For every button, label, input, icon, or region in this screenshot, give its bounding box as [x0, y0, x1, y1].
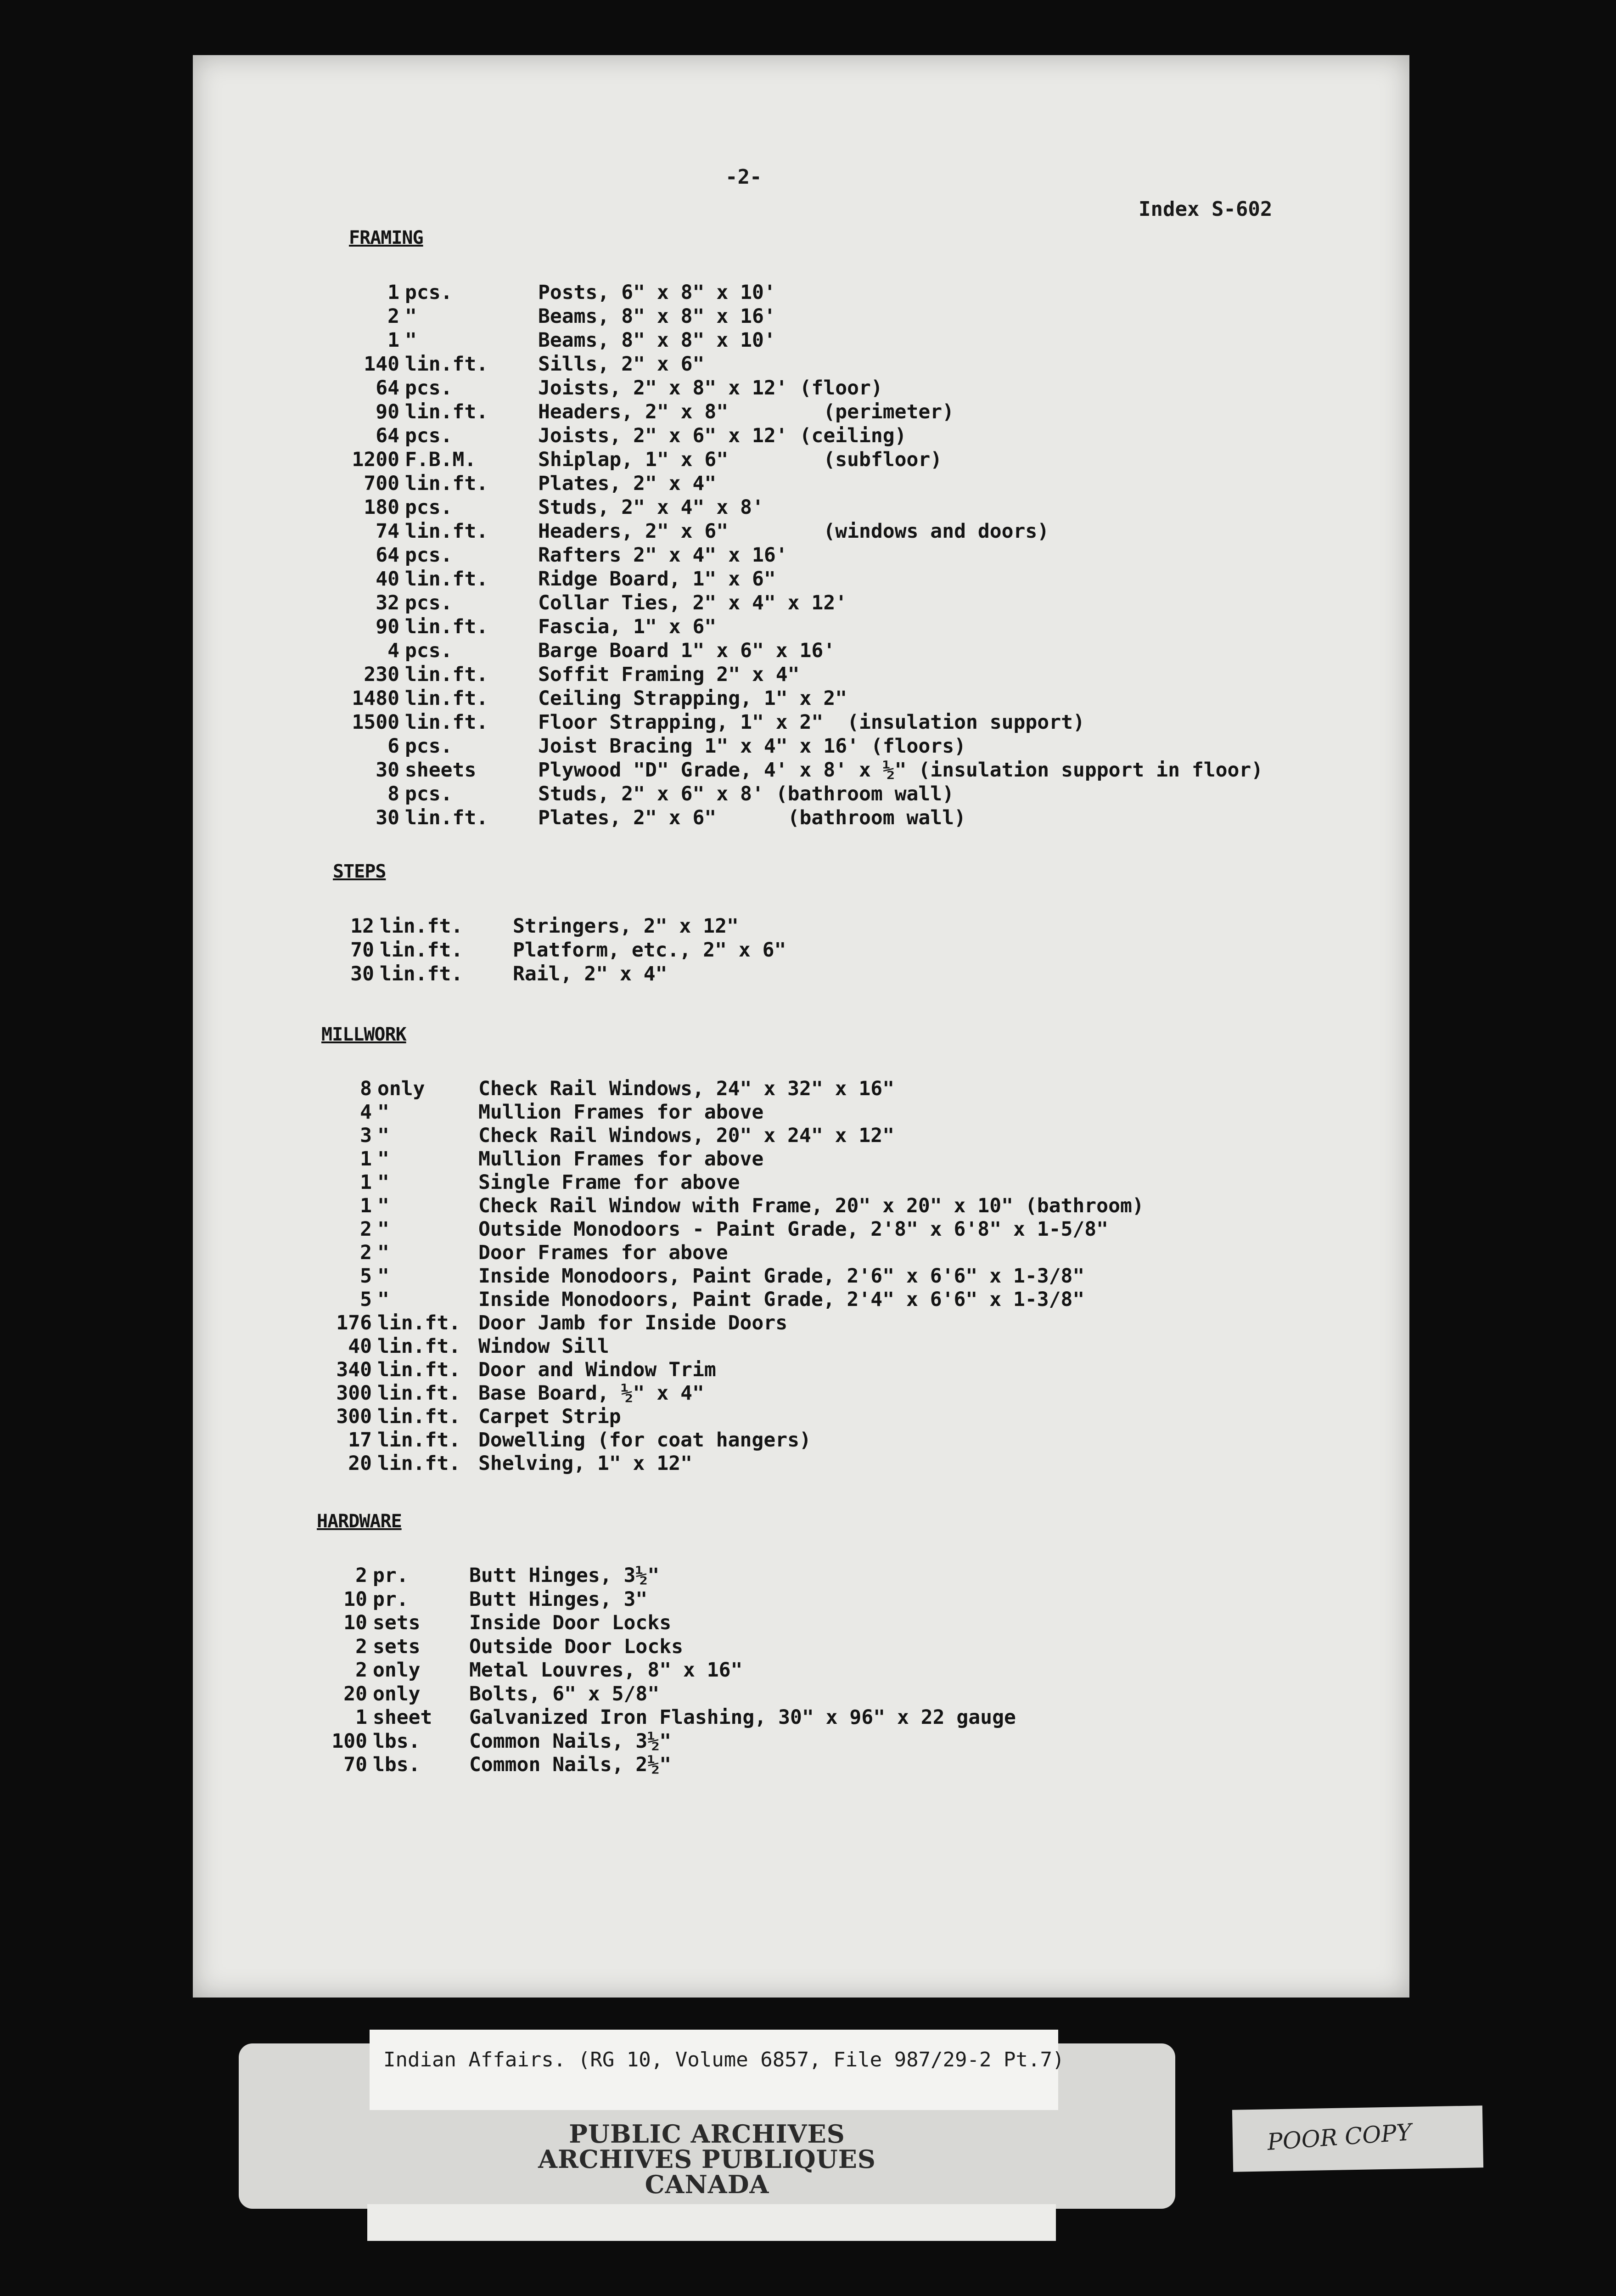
- list-item: [349, 328, 1263, 352]
- item-quantity: 140: [364, 353, 399, 376]
- millwork-list: [321, 1077, 1144, 1475]
- item-quantity: 70: [350, 939, 374, 962]
- item-quantity: 20: [348, 1452, 372, 1475]
- item-quantity: 1: [387, 281, 399, 304]
- label-strip: [367, 2204, 1056, 2241]
- list-item: [317, 1611, 1016, 1635]
- item-unit: ": [377, 1218, 389, 1241]
- item-unit: ": [377, 1124, 389, 1147]
- list-item: [317, 1588, 1016, 1612]
- list-item: [321, 1288, 1144, 1311]
- item-quantity: 300: [336, 1382, 372, 1405]
- list-item: [317, 1753, 1016, 1777]
- item-unit: lin.ft.: [405, 663, 488, 686]
- item-quantity: 2: [355, 1635, 367, 1658]
- list-item: [349, 400, 1263, 424]
- item-quantity: 64: [376, 377, 399, 400]
- item-quantity: 1500: [352, 711, 399, 734]
- item-quantity: 1: [355, 1706, 367, 1729]
- item-unit: lin.ft.: [377, 1452, 461, 1475]
- item-description: Studs, 2" x 6" x 8' (bathroom wall): [538, 782, 954, 805]
- item-description: Joists, 2" x 6" x 12' (ceiling): [538, 424, 907, 447]
- list-item: [349, 519, 1263, 543]
- item-unit: pcs.: [405, 424, 453, 447]
- item-quantity: 1: [387, 329, 399, 352]
- item-description: Check Rail Window with Frame, 20" x 20" x 10" (bathroom): [478, 1194, 1144, 1217]
- list-item: [333, 914, 786, 938]
- archive-reference: Indian Affairs. (RG 10, Volume 6857, File 987/29-2 Pt.7): [383, 2048, 1065, 2071]
- list-item: [349, 663, 1263, 687]
- item-quantity: 64: [376, 544, 399, 567]
- item-description: Plates, 2" x 4": [538, 472, 717, 495]
- list-item: [349, 424, 1263, 448]
- item-unit: ": [377, 1288, 389, 1311]
- item-unit: pr.: [373, 1587, 409, 1611]
- list-item: [321, 1101, 1144, 1124]
- item-quantity: 64: [376, 424, 399, 447]
- item-quantity: 3: [360, 1124, 372, 1147]
- steps-list: [333, 914, 786, 986]
- item-unit: only: [377, 1077, 425, 1100]
- item-unit: pcs.: [405, 782, 453, 805]
- item-unit: pcs.: [405, 735, 453, 758]
- item-quantity: 32: [376, 591, 399, 614]
- archive-name-french: ARCHIVES PUBLIQUES: [538, 2144, 876, 2174]
- item-description: Rail, 2" x 4": [513, 962, 668, 985]
- list-item: [349, 758, 1263, 782]
- item-description: Galvanized Iron Flashing, 30" x 96" x 22 gauge: [469, 1706, 1016, 1729]
- item-description: Floor Strapping, 1" x 2" (insulation support): [538, 711, 1085, 734]
- hardware-section: [317, 1511, 1016, 1777]
- item-description: Barge Board 1" x 6" x 16': [538, 639, 836, 662]
- item-quantity: 10: [343, 1587, 367, 1611]
- list-item: [321, 1405, 1144, 1429]
- item-unit: lin.ft.: [405, 520, 488, 543]
- list-item: [317, 1659, 1016, 1683]
- item-description: Plywood "D" Grade, 4' x 8' x ½" (insulation support in floor): [538, 759, 1263, 782]
- item-description: Collar Ties, 2" x 4" x 12': [538, 591, 847, 614]
- item-description: Ridge Board, 1" x 6": [538, 568, 776, 591]
- list-item: [349, 687, 1263, 710]
- item-quantity: 176: [336, 1311, 372, 1334]
- list-item: [317, 1683, 1016, 1706]
- item-quantity: 20: [343, 1682, 367, 1705]
- item-description: Platform, etc., 2" x 6": [513, 939, 786, 962]
- item-quantity: 5: [360, 1288, 372, 1311]
- item-quantity: 5: [360, 1265, 372, 1288]
- item-description: Posts, 6" x 8" x 10': [538, 281, 776, 304]
- item-unit: sheets: [405, 759, 477, 782]
- list-item: [349, 495, 1263, 519]
- item-description: Butt Hinges, 3": [469, 1587, 648, 1611]
- item-description: Common Nails, 2½": [469, 1753, 672, 1776]
- item-quantity: 40: [348, 1335, 372, 1358]
- millwork-section: [321, 1024, 1144, 1475]
- list-item: [333, 962, 786, 986]
- hardware-heading: HARDWARE: [317, 1511, 402, 1532]
- list-item: [321, 1124, 1144, 1148]
- item-description: Soffit Framing 2" x 4": [538, 663, 800, 686]
- item-description: Metal Louvres, 8" x 16": [469, 1659, 743, 1682]
- item-unit: pcs.: [405, 591, 453, 614]
- item-description: Mullion Frames for above: [478, 1148, 764, 1171]
- list-item: [317, 1635, 1016, 1659]
- item-description: Check Rail Windows, 20" x 24" x 12": [478, 1124, 895, 1147]
- item-quantity: 2: [360, 1218, 372, 1241]
- item-description: Beams, 8" x 8" x 16': [538, 305, 776, 328]
- item-quantity: 17: [348, 1429, 372, 1452]
- item-unit: lin.ft.: [405, 615, 488, 638]
- document-index: Index S-602: [1139, 197, 1273, 221]
- list-item: [349, 639, 1263, 663]
- item-unit: only: [373, 1659, 421, 1682]
- item-quantity: 1: [360, 1194, 372, 1217]
- item-unit: ": [377, 1265, 389, 1288]
- item-unit: lin.ft.: [377, 1358, 461, 1381]
- item-description: Headers, 2" x 6" (windows and doors): [538, 520, 1049, 543]
- item-unit: ": [377, 1171, 389, 1194]
- list-item: [349, 281, 1263, 304]
- item-quantity: 300: [336, 1405, 372, 1428]
- item-description: Outside Door Locks: [469, 1635, 683, 1658]
- item-unit: lin.ft.: [377, 1382, 461, 1405]
- millwork-heading: MILLWORK: [321, 1024, 406, 1045]
- item-quantity: 8: [360, 1077, 372, 1100]
- item-unit: lin.ft.: [377, 1405, 461, 1428]
- list-item: [317, 1706, 1016, 1730]
- item-quantity: 700: [364, 472, 399, 495]
- item-quantity: 10: [343, 1611, 367, 1634]
- item-unit: sheet: [373, 1706, 432, 1729]
- item-unit: lin.ft.: [377, 1311, 461, 1334]
- item-unit: lin.ft.: [405, 687, 488, 710]
- steps-heading: STEPS: [333, 861, 386, 882]
- list-item: [349, 376, 1263, 400]
- item-description: Mullion Frames for above: [478, 1101, 764, 1124]
- item-unit: pcs.: [405, 639, 453, 662]
- framing-section: [349, 227, 1263, 830]
- item-description: Common Nails, 3½": [469, 1729, 672, 1753]
- item-unit: lin.ft.: [405, 400, 488, 423]
- poor-copy-note: POOR COPY: [1266, 2119, 1413, 2155]
- item-quantity: 4: [360, 1101, 372, 1124]
- item-description: Studs, 2" x 4" x 8': [538, 496, 764, 519]
- list-item: [321, 1265, 1144, 1288]
- item-unit: ": [405, 305, 417, 328]
- item-quantity: 2: [387, 305, 399, 328]
- archive-name-english: PUBLIC ARCHIVES: [569, 2119, 845, 2149]
- item-quantity: 30: [376, 806, 399, 829]
- item-quantity: 4: [387, 639, 399, 662]
- item-description: Inside Door Locks: [469, 1611, 672, 1634]
- list-item: [349, 352, 1263, 376]
- item-unit: lin.ft.: [380, 939, 463, 962]
- item-description: Inside Monodoors, Paint Grade, 2'4" x 6'6" x 1-3/8": [478, 1288, 1085, 1311]
- list-item: [321, 1382, 1144, 1405]
- item-unit: lin.ft.: [405, 353, 488, 376]
- hardware-list: [317, 1564, 1016, 1777]
- item-description: Outside Monodoors - Paint Grade, 2'8" x 6'8" x 1-5/8": [478, 1218, 1109, 1241]
- item-quantity: 340: [336, 1358, 372, 1381]
- item-description: Window Sill: [478, 1335, 609, 1358]
- list-item: [321, 1148, 1144, 1171]
- item-quantity: 12: [350, 915, 374, 938]
- list-item: [321, 1194, 1144, 1218]
- item-description: Plates, 2" x 6" (bathroom wall): [538, 806, 966, 829]
- item-unit: ": [405, 329, 417, 352]
- item-unit: lin.ft.: [377, 1335, 461, 1358]
- list-item: [321, 1311, 1144, 1335]
- item-unit: ": [377, 1194, 389, 1217]
- item-unit: ": [377, 1241, 389, 1264]
- list-item: [349, 710, 1263, 734]
- item-description: Butt Hinges, 3½": [469, 1564, 660, 1587]
- framing-heading: FRAMING: [349, 227, 423, 248]
- item-quantity: 74: [376, 520, 399, 543]
- item-description: Shelving, 1" x 12": [478, 1452, 692, 1475]
- item-quantity: 2: [355, 1564, 367, 1587]
- list-item: [349, 615, 1263, 639]
- list-item: [321, 1218, 1144, 1241]
- item-description: Ceiling Strapping, 1" x 2": [538, 687, 847, 710]
- list-item: [349, 543, 1263, 567]
- item-unit: lbs.: [373, 1753, 421, 1776]
- item-quantity: 8: [387, 782, 399, 805]
- item-unit: sets: [373, 1635, 421, 1658]
- item-description: Base Board, ½" x 4": [478, 1382, 704, 1405]
- item-quantity: 70: [343, 1753, 367, 1776]
- item-quantity: 2: [355, 1659, 367, 1682]
- item-quantity: 30: [376, 759, 399, 782]
- list-item: [349, 304, 1263, 328]
- list-item: [349, 591, 1263, 615]
- item-unit: pr.: [373, 1564, 409, 1587]
- item-description: Beams, 8" x 8" x 10': [538, 329, 776, 352]
- item-description: Sills, 2" x 6": [538, 353, 705, 376]
- list-item: [317, 1564, 1016, 1588]
- item-quantity: 1: [360, 1171, 372, 1194]
- item-quantity: 90: [376, 400, 399, 423]
- item-description: Dowelling (for coat hangers): [478, 1429, 811, 1452]
- item-quantity: 2: [360, 1241, 372, 1264]
- item-description: Door Frames for above: [478, 1241, 728, 1264]
- item-description: Bolts, 6" x 5/8": [469, 1682, 660, 1705]
- item-description: Door and Window Trim: [478, 1358, 716, 1381]
- item-description: Rafters 2" x 4" x 16': [538, 544, 788, 567]
- list-item: [317, 1730, 1016, 1754]
- item-description: Door Jamb for Inside Doors: [478, 1311, 788, 1334]
- item-unit: lin.ft.: [380, 915, 463, 938]
- item-quantity: 40: [376, 568, 399, 591]
- item-quantity: 230: [364, 663, 399, 686]
- list-item: [349, 448, 1263, 472]
- item-unit: lin.ft.: [405, 711, 488, 734]
- item-unit: pcs.: [405, 377, 453, 400]
- list-item: [321, 1335, 1144, 1358]
- list-item: [333, 938, 786, 962]
- item-description: Joist Bracing 1" x 4" x 16' (floors): [538, 735, 966, 758]
- item-quantity: 90: [376, 615, 399, 638]
- list-item: [321, 1358, 1144, 1382]
- item-unit: ": [377, 1101, 389, 1124]
- item-unit: pcs.: [405, 496, 453, 519]
- item-description: Shiplap, 1" x 6" (subfloor): [538, 448, 943, 471]
- item-description: Carpet Strip: [478, 1405, 621, 1428]
- item-description: Headers, 2" x 8" (perimeter): [538, 400, 954, 423]
- item-unit: sets: [373, 1611, 421, 1634]
- item-quantity: 1: [360, 1148, 372, 1171]
- item-description: Inside Monodoors, Paint Grade, 2'6" x 6'6" x 1-3/8": [478, 1265, 1085, 1288]
- item-unit: lin.ft.: [405, 806, 488, 829]
- list-item: [349, 782, 1263, 806]
- list-item: [349, 734, 1263, 758]
- list-item: [321, 1452, 1144, 1475]
- item-quantity: 1200: [352, 448, 399, 471]
- list-item: [321, 1077, 1144, 1101]
- item-description: Fascia, 1" x 6": [538, 615, 717, 638]
- item-description: Joists, 2" x 8" x 12' (floor): [538, 377, 883, 400]
- list-item: [321, 1429, 1144, 1452]
- steps-section: [333, 861, 786, 986]
- item-quantity: 180: [364, 496, 399, 519]
- item-description: Stringers, 2" x 12": [513, 915, 739, 938]
- item-unit: only: [373, 1682, 421, 1705]
- item-unit: lbs.: [373, 1729, 421, 1753]
- list-item: [321, 1241, 1144, 1265]
- item-quantity: 1480: [352, 687, 399, 710]
- list-item: [349, 567, 1263, 591]
- list-item: [321, 1171, 1144, 1194]
- item-unit: lin.ft.: [405, 472, 488, 495]
- item-unit: lin.ft.: [380, 962, 463, 985]
- item-quantity: 30: [350, 962, 374, 985]
- item-unit: lin.ft.: [405, 568, 488, 591]
- item-description: Single Frame for above: [478, 1171, 740, 1194]
- item-unit: F.B.M.: [405, 448, 477, 471]
- item-description: Check Rail Windows, 24" x 32" x 16": [478, 1077, 895, 1100]
- item-unit: ": [377, 1148, 389, 1171]
- item-unit: pcs.: [405, 544, 453, 567]
- framing-list: [349, 281, 1263, 830]
- list-item: [349, 472, 1263, 495]
- item-quantity: 100: [331, 1729, 367, 1753]
- archive-country: CANADA: [645, 2170, 769, 2199]
- list-item: [349, 806, 1263, 830]
- item-unit: lin.ft.: [377, 1429, 461, 1452]
- page-number: -2-: [725, 165, 762, 189]
- item-quantity: 6: [387, 735, 399, 758]
- item-unit: pcs.: [405, 281, 453, 304]
